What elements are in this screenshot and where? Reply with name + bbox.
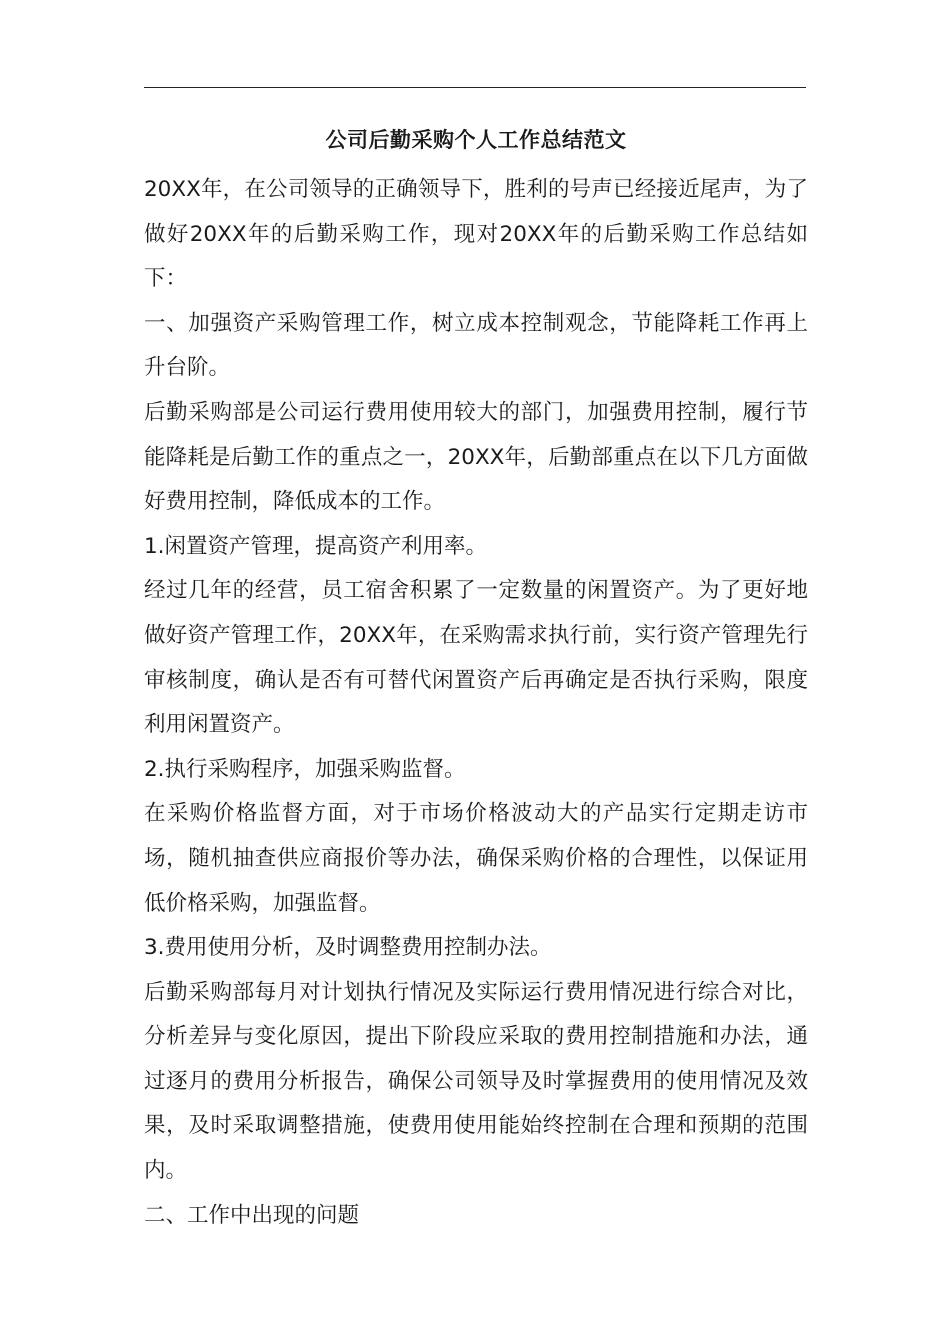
- paragraph-section-1: 后勤采购部是公司运行费用使用较大的部门，加强费用控制，履行节能降耗是后勤工作的重点之一，20XX年，后勤部重点在以下几方面做好费用控制，降低成本的工作。: [144, 399, 808, 515]
- section-heading-2: 二、工作中出现的问题: [144, 1202, 360, 1228]
- section-heading-1: 一、加强资产采购管理工作，树立成本控制观念，节能降耗工作再上升台阶。: [144, 310, 808, 381]
- subheading-3: 3.费用使用分析，及时调整费用控制办法。: [144, 935, 552, 961]
- paragraph-subsection-1: 经过几年的经营，员工宿舍积累了一定数量的闲置资产。为了更好地做好资产管理工作，20XX年，在采购需求执行前，实行资产管理先行审核制度，确认是否有可替代闲置资产后再确定是否执行采购，限度利用闲置资产。: [144, 578, 808, 738]
- subheading-2: 2.执行采购程序，加强采购监督。: [144, 756, 466, 782]
- document-body: [144, 118, 808, 1238]
- paragraph-subsection-3: 后勤采购部每月对计划执行情况及实际运行费用情况进行综合对比，分析差异与变化原因，提出下阶段应采取的费用控制措施和办法，通过逐月的费用分析报告，确保公司领导及时掌握费用的使用情况及效果，及时采取调整措施，使费用使用能始终控制在合理和预期的范围内。: [144, 979, 808, 1184]
- subheading-1: 1.闲置资产管理，提高资产利用率。: [144, 533, 488, 559]
- document-title: 公司后勤采购个人工作总结范文: [325, 128, 627, 152]
- paragraph-subsection-2: 在采购价格监督方面，对于市场价格波动大的产品实行定期走访市场，随机抽查供应商报价等办法，确保采购价格的合理性，以保证用低价格采购，加强监督。: [144, 801, 808, 916]
- paragraph-intro: 20XX年，在公司领导的正确领导下，胜利的号声已经接近尾声，为了做好20XX年的后勤采购工作，现对20XX年的后勤采购工作总结如下：: [144, 177, 808, 292]
- header-rule: [144, 87, 806, 88]
